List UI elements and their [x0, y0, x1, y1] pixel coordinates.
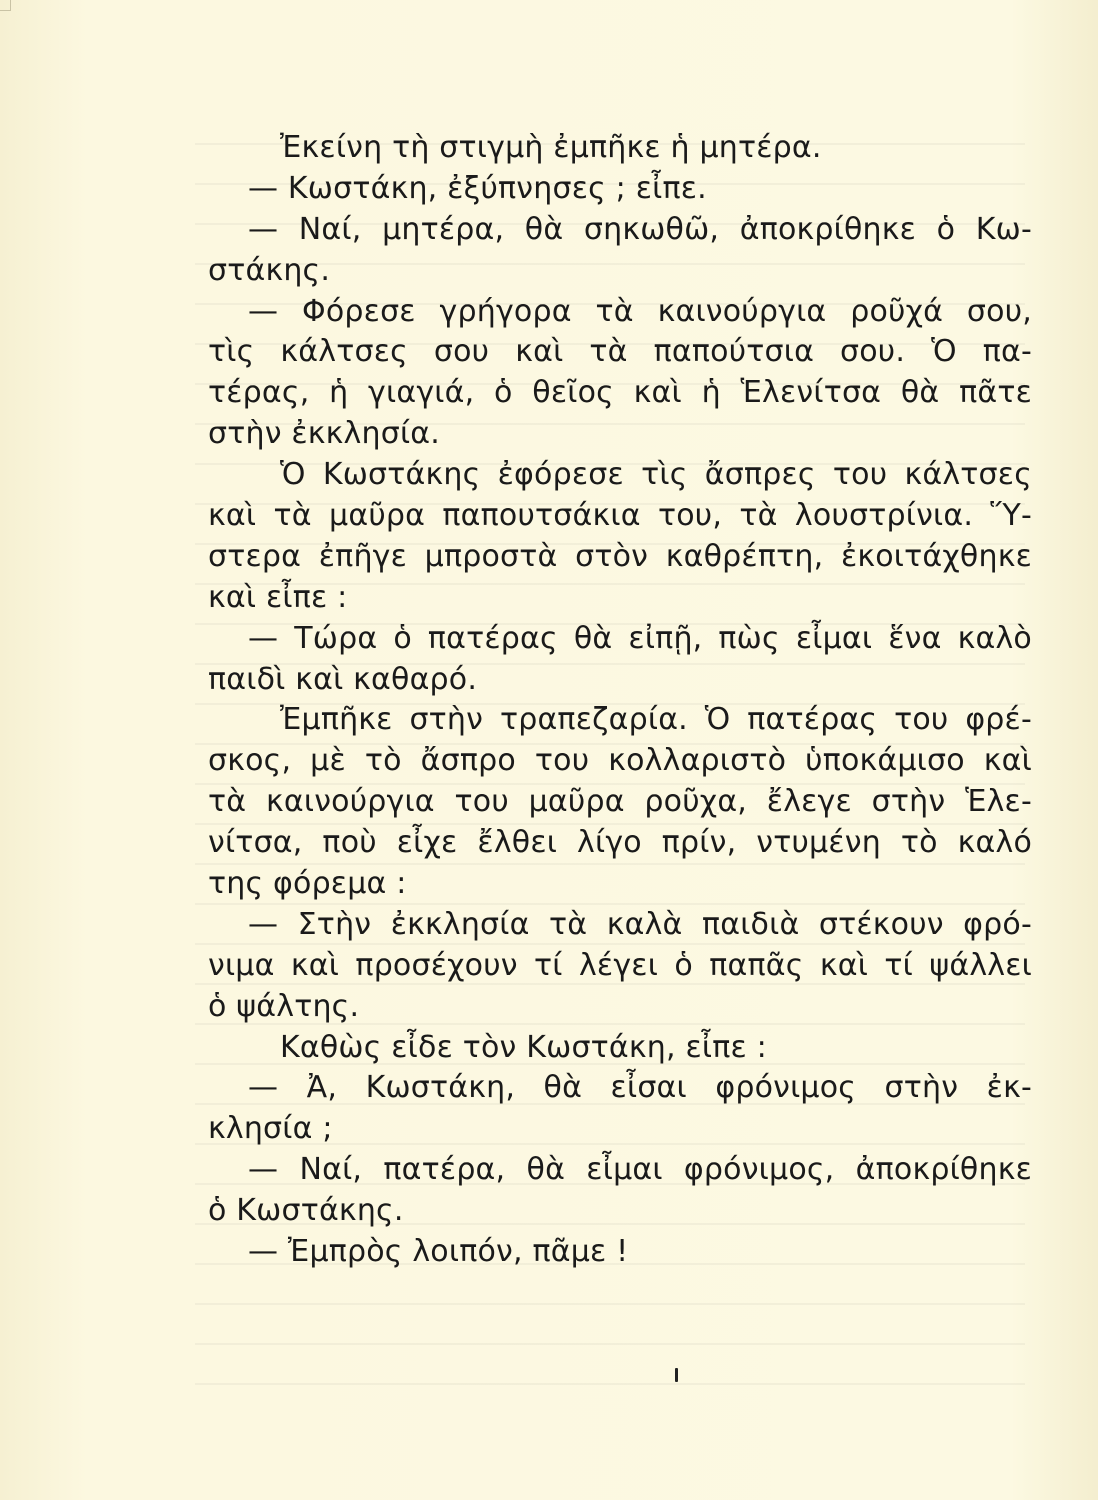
text-line: νιμα καὶ προσέχουν τί λέγει ὁ παπᾶς καὶ τί ψάλλει — [208, 947, 1032, 983]
text-line: — Ναί, μητέρα, θὰ σηκωθῶ, ἀποκρίθηκε ὁ Κω- — [248, 211, 1032, 247]
text-line: Ἐμπῆκε στὴν τραπεζαρία. Ὁ πατέρας του φρέ- — [280, 702, 1032, 738]
text-line: — Ἀ, Κωστάκη, θὰ εἶσαι φρόνιμος στὴν ἐκ- — [248, 1070, 1032, 1106]
text-line: στὴν ἐκκλησία. — [208, 416, 441, 452]
text-line: καὶ τὰ μαῦρα παπουτσάκια του, τὰ λουστρίνια. Ὕ- — [208, 498, 1032, 534]
text-line: Ἐκείνη τὴ στιγμὴ ἐμπῆκε ἡ μητέρα. — [280, 130, 822, 165]
text-line: Καθὼς εἶδε τὸν Κωστάκη, εἶπε : — [280, 1029, 767, 1065]
text-line: παιδὶ καὶ καθαρό. — [208, 661, 478, 697]
page-corner-mark — [0, 0, 11, 11]
text-line: ὁ Κωστάκης. — [208, 1193, 404, 1229]
text-line: σκος, μὲ τὸ ἄσπρο του κολλαριστὸ ὑποκάμισο καὶ — [208, 743, 1032, 779]
page-text — [208, 128, 1032, 1273]
text-line: καὶ εἶπε : — [208, 579, 348, 615]
text-line: — Κωστάκη, ἐξύπνησες ; εἶπε. — [248, 170, 707, 206]
text-line: — Τώρα ὁ πατέρας θὰ εἰπῇ, πὼς εἶμαι ἕνα καλὸ — [248, 620, 1032, 656]
text-line: τέρας, ἡ γιαγιά, ὁ θεῖος καὶ ἡ Ἑλενίτσα θὰ πᾶτε — [208, 375, 1032, 411]
text-line: της φόρεμα : — [208, 866, 407, 902]
text-line: Ὁ Κωστάκης ἐφόρεσε τὶς ἄσπρες του κάλτσες — [280, 457, 1032, 493]
text-line: — Ναί, πατέρα, θὰ εἶμαι φρόνιμος, ἀποκρίθηκε — [248, 1152, 1032, 1188]
text-line: στερα ἐπῆγε μπροστὰ στὸν καθρέπτη, ἐκοιτάχθηκε — [208, 538, 1032, 574]
text-line: κλησία ; — [208, 1111, 333, 1147]
text-line: — Στὴν ἐκκλησία τὰ καλὰ παιδιὰ στέκουν φρό- — [248, 906, 1032, 942]
text-line: τὰ καινούργια του μαῦρα ροῦχα, ἔλεγε στὴν Ἑλε- — [208, 784, 1032, 820]
text-line: τὶς κάλτσες σου καὶ τὰ παπούτσια σου. Ὁ πα- — [208, 334, 1032, 370]
text-line: — Ἐμπρὸς λοιπόν, πᾶμε ! — [248, 1234, 629, 1270]
text-line: νίτσα, ποὺ εἶχε ἔλθει λίγο πρίν, ντυμένη τὸ καλό — [208, 825, 1032, 861]
text-line: ὁ ψάλτης. — [208, 988, 360, 1024]
page-footer-mark — [675, 1368, 678, 1382]
text-line: στάκης. — [208, 252, 331, 288]
text-line: — Φόρεσε γρήγορα τὰ καινούργια ροῦχά σου, — [248, 293, 1032, 329]
